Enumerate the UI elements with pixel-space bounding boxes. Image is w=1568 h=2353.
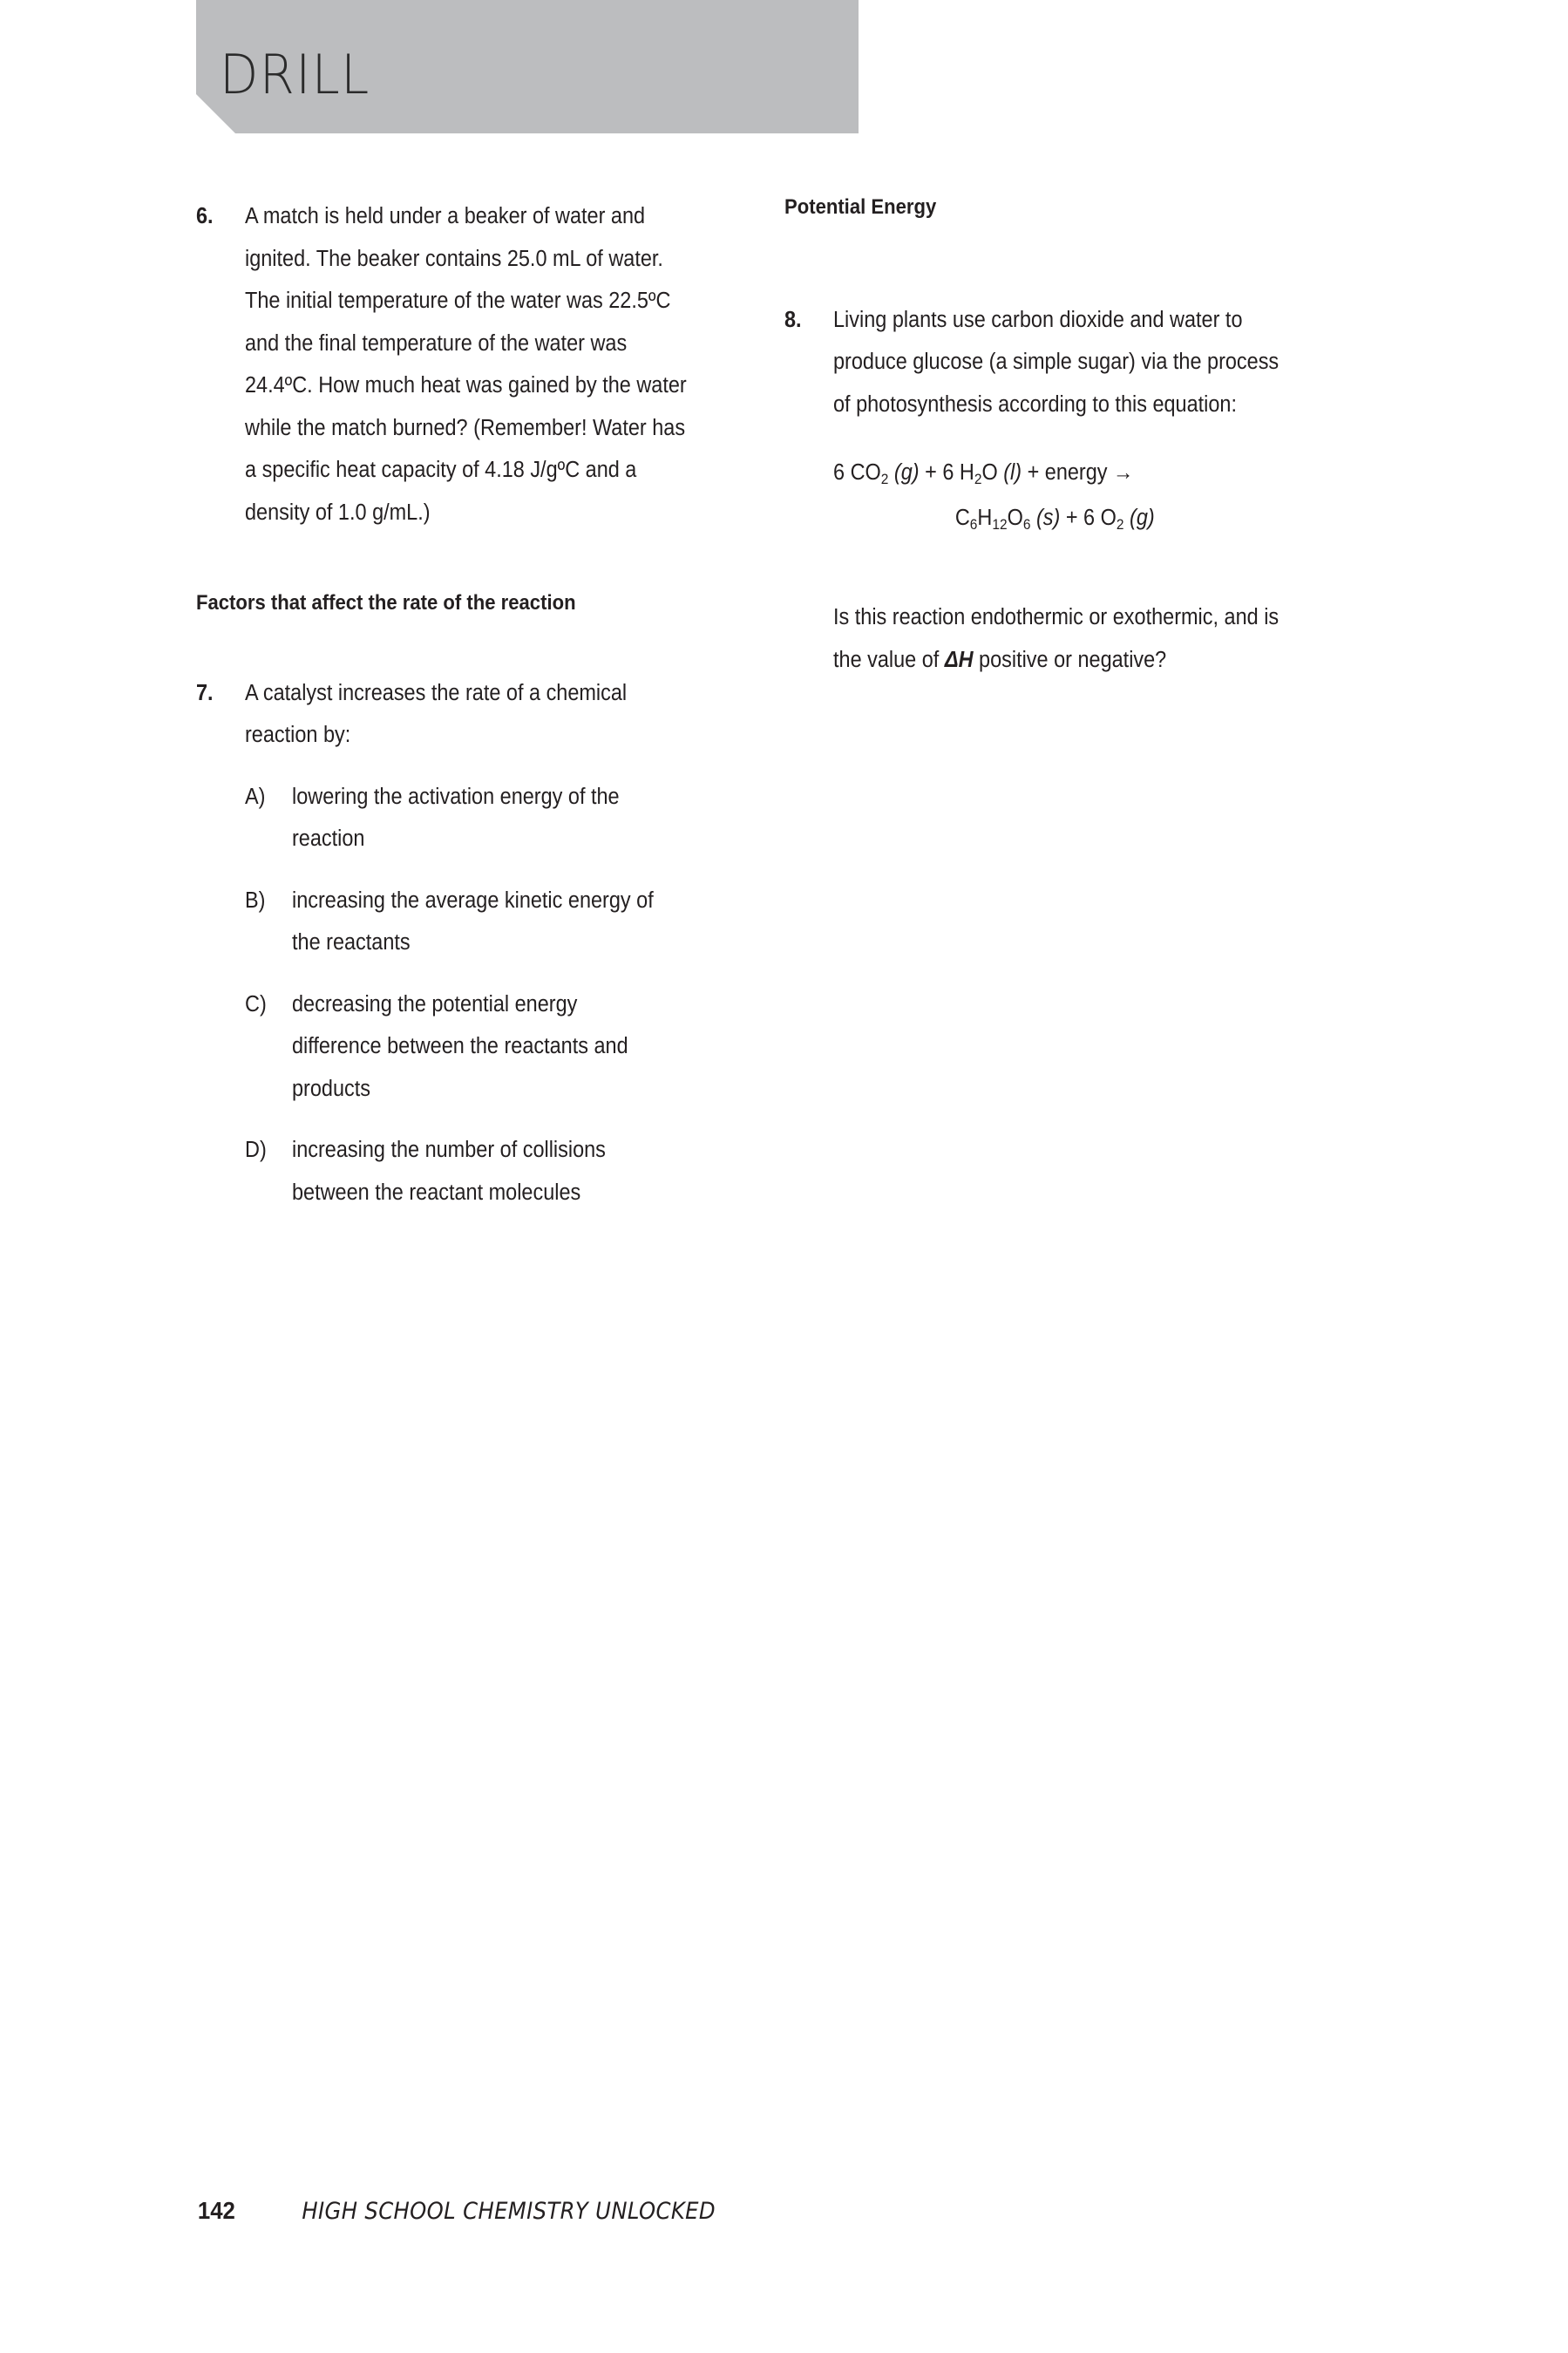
equation-state-gas-2: (g) (1130, 506, 1155, 531)
question-8 (784, 299, 1280, 426)
right-content-column (784, 195, 1280, 681)
page-title: DRILL (220, 43, 370, 106)
heading-factors-rate-of-reaction: Factors that affect the rate of the reaction (196, 591, 576, 615)
equation-o2-subscript: 2 (1116, 516, 1124, 534)
left-content-column (196, 195, 687, 1214)
question-7-text: A catalyst increases the rate of a chemical reaction by: (245, 680, 628, 748)
equation-glucose-h-subscript: 12 (992, 516, 1008, 534)
equation-o2-mid: + 6 O (1060, 506, 1117, 531)
choice-c-text: decreasing the potential energy difference between the reactants and products (292, 991, 628, 1101)
equation-glucose-c-subscript: 6 (969, 516, 978, 534)
choice-b-letter: B) (245, 887, 266, 913)
choice-b-text: increasing the average kinetic energy of the reactants (292, 887, 654, 955)
question-6-number: 6. (196, 204, 214, 228)
equation-state-liquid: (l) (1003, 460, 1022, 486)
footer-page-number: 142 (197, 2197, 235, 2224)
question-7-choice-c[interactable] (196, 983, 684, 1111)
equation-co2-subscript: 2 (880, 471, 889, 488)
question-7-number: 7. (196, 680, 214, 705)
photosynthesis-equation (833, 453, 1282, 544)
choice-c-letter: C) (245, 991, 267, 1017)
equation-glucose-o-subscript: 6 (1022, 516, 1031, 534)
equation-glucose-c: C (954, 506, 970, 531)
equation-state-solid: (s) (1035, 506, 1061, 531)
equation-line-1 (833, 453, 1282, 499)
question-7-choice-d[interactable] (196, 1129, 684, 1214)
question-7 (196, 672, 684, 757)
followup-text-part-2: positive or negative? (973, 647, 1167, 672)
delta-h-symbol: ΔH (944, 647, 974, 672)
choice-a-letter: A) (245, 784, 266, 809)
equation-glucose-o: O (1007, 506, 1023, 531)
question-6-text: A match is held under a beaker of water and ignited. The beaker contains 25.0 mL of water. The initial temperature of the water was 22.5ºC and the final temperature of the water was 24.4ºC. How much heat was gained by the water while the match burned? (Remember! Water has a specific heat capacity of 4.18 J/gºC and a density of 1.0 g/mL.) (245, 204, 687, 525)
question-6 (196, 195, 687, 534)
question-7-choice-a[interactable] (196, 776, 684, 860)
followup-text-part-1: Is this reaction endothermic or exothermic, and is the value of (833, 605, 1280, 672)
equation-h2o-subscript: 2 (974, 471, 982, 488)
question-8-number: 8. (784, 307, 802, 332)
equation-energy-suffix: + energy (1022, 460, 1114, 486)
question-8-text: Living plants use carbon dioxide and water to produce glucose (a simple sugar) via the process of photosynthesis according to this equation: (833, 307, 1280, 417)
equation-h2o-mid: + 6 H (919, 460, 974, 486)
footer-book-title: HIGH SCHOOL CHEMISTRY UNLOCKED (302, 2198, 716, 2225)
choice-d-text: increasing the number of collisions between the reactant molecules (292, 1138, 606, 1205)
question-8-followup (833, 596, 1282, 681)
equation-h2o-oxygen: O (981, 460, 1004, 486)
equation-co2-prefix: 6 CO (833, 460, 881, 486)
choice-d-letter: D) (245, 1138, 267, 1163)
equation-glucose-h: H (977, 506, 993, 531)
equation-state-gas-1: (g) (893, 460, 920, 486)
heading-potential-energy: Potential Energy (784, 195, 937, 219)
choice-a-text: lowering the activation energy of the reaction (292, 784, 620, 852)
page-footer (196, 2197, 738, 2225)
equation-arrow-icon: → (1113, 460, 1134, 486)
equation-line-2 (833, 499, 1282, 544)
question-7-choice-b[interactable] (196, 880, 684, 964)
